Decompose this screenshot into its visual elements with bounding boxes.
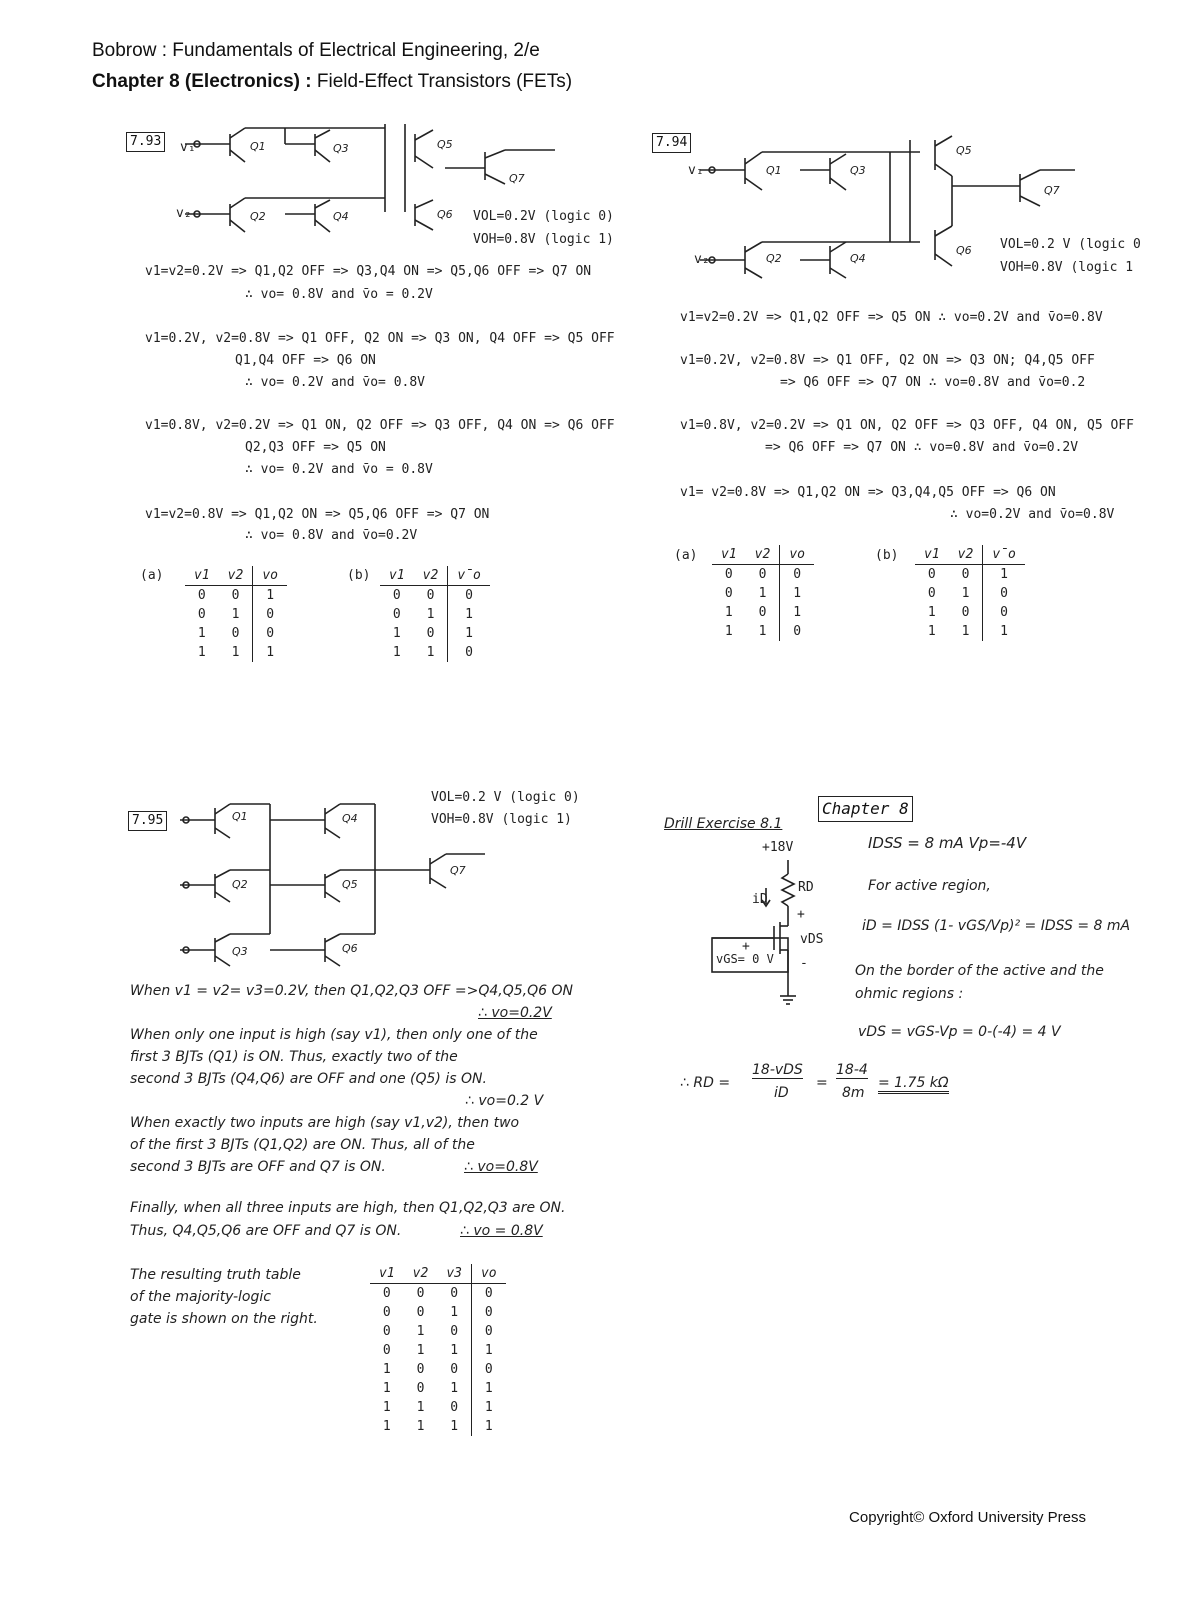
table-row: [712, 584, 814, 603]
drill-line-2: iD = IDSS (1- vGS/Vp)² = IDSS = 8 mA: [862, 918, 1131, 934]
table-cell: 0: [983, 584, 1025, 603]
svg-text:Q7: Q7: [1044, 184, 1060, 197]
svg-text:Q7: Q7: [450, 864, 466, 877]
drill-id-label: iD: [752, 892, 768, 907]
table-cell: 1: [780, 584, 814, 603]
p793-logic-1: VOH=0.8V (logic 1): [473, 232, 614, 247]
svg-text:Q2: Q2: [250, 210, 266, 223]
drill-result: = 1.75 kΩ: [878, 1075, 949, 1094]
drill-line-4: ohmic regions :: [855, 986, 964, 1002]
p795-line-2: When only one input is high (say v1), then only one of the: [130, 1027, 538, 1043]
table-cell: 1: [392, 645, 401, 660]
svg-text:Q5: Q5: [437, 138, 453, 151]
svg-text:Q3: Q3: [850, 164, 866, 177]
table-row: [915, 584, 1025, 603]
drill-vgs-label: vGS= 0 V: [716, 952, 774, 966]
problem-7-93-label: 7.93: [126, 132, 165, 152]
p794-line-3: v1=0.8V, v2=0.2V => Q1 ON, Q2 OFF => Q3 OFF, Q4 ON, Q5 OFF: [680, 418, 1134, 433]
p794-line-4: => Q6 OFF => Q7 ON ∴ vo=0.8V and v̄o=0.2V: [765, 440, 1079, 455]
p795-line-4: second 3 BJTs (Q4,Q6) are OFF and one (Q5) is ON.: [130, 1071, 487, 1087]
svg-text:Q1: Q1: [232, 810, 248, 823]
table-cell: 0: [392, 588, 401, 603]
drill-line-1: For active region,: [868, 878, 991, 894]
table-header-cell: v2: [949, 545, 983, 565]
drill-frac-1-num: 18-vDS: [752, 1062, 803, 1078]
p795-line-12: ∴ vo = 0.8V: [460, 1223, 543, 1239]
p793-line-6: Q2,Q3 OFF => Q5 ON: [245, 440, 386, 455]
p793-line-2: v1=0.2V, v2=0.8V => Q1 OFF, Q2 ON => Q3 ON, Q4 OFF => Q5 OFF: [145, 331, 615, 346]
table-header-row: [915, 545, 1025, 565]
problem-7-95-label: 7.95: [128, 811, 167, 831]
table-cell: 0: [724, 567, 733, 582]
table-header-cell: v2: [414, 566, 448, 586]
table-cell: 0: [758, 605, 767, 620]
svg-text:Q2: Q2: [232, 878, 248, 891]
p793-line-8: v1=v2=0.8V => Q1,Q2 ON => Q5,Q6 OFF => Q7 ON: [145, 507, 490, 522]
table-header-row: [185, 566, 287, 586]
table-cell: 0: [927, 586, 936, 601]
table-cell: 1: [961, 624, 970, 639]
drill-equals: =: [816, 1075, 828, 1091]
table-cell: 0: [471, 1303, 505, 1322]
chapter-title-bold: Chapter 8 (Electronics) :: [92, 71, 312, 92]
table-header-row: [370, 1264, 506, 1284]
p795-line-11: Thus, Q4,Q5,Q6 are OFF and Q7 is ON.: [130, 1223, 402, 1239]
p793-truth-table-a: [185, 566, 287, 662]
table-cell: 1: [231, 607, 240, 622]
drill-supply: +18V: [762, 840, 794, 855]
table-header-cell: v1: [370, 1264, 404, 1284]
v2-label-7-93: v₂: [176, 206, 192, 221]
table-cell: 1: [197, 645, 206, 660]
svg-text:Q5: Q5: [956, 144, 972, 157]
drill-plus-2: +: [742, 939, 750, 954]
table-cell: 1: [983, 622, 1025, 641]
table-cell: 0: [471, 1322, 505, 1341]
p794-line-6: ∴ vo=0.2V and v̄o=0.8V: [950, 507, 1115, 522]
p795-line-1: ∴ vo=0.2V: [478, 1005, 552, 1021]
table-cell: 1: [471, 1379, 505, 1398]
table-cell: 1: [471, 1341, 505, 1360]
table-cell: 0: [416, 1381, 425, 1396]
p795-line-7: of the first 3 BJTs (Q1,Q2) are ON. Thus, all of the: [130, 1137, 475, 1153]
p795-truth-table: [370, 1264, 506, 1436]
table-row: [380, 605, 490, 624]
table-cell: 0: [253, 624, 287, 643]
chapter-title-rest: Field-Effect Transistors (FETs): [311, 71, 573, 92]
p793-line-5: v1=0.8V, v2=0.2V => Q1 ON, Q2 OFF => Q3 OFF, Q4 ON => Q6 OFF: [145, 418, 615, 433]
table-cell: 1: [927, 605, 936, 620]
p795-line-6: When exactly two inputs are high (say v1,v2), then two: [130, 1115, 520, 1131]
table-cell: 1: [382, 1400, 391, 1415]
table-row: [370, 1322, 506, 1341]
p795-line-14: of the majority-logic: [130, 1289, 271, 1305]
p795-line-8: second 3 BJTs are OFF and Q7 is ON.: [130, 1159, 386, 1175]
table-header-cell: vo: [780, 545, 814, 565]
table-cell: 1: [426, 645, 435, 660]
table-cell: 1: [392, 626, 401, 641]
table-cell: 1: [758, 624, 767, 639]
svg-text:Q4: Q4: [333, 210, 349, 223]
table-cell: 0: [231, 588, 240, 603]
table-cell: 0: [450, 1324, 459, 1339]
table-header-cell: v1: [380, 566, 414, 586]
drill-circuit: [700, 860, 840, 1000]
table-cell: 0: [471, 1284, 505, 1304]
table-cell: 1: [426, 607, 435, 622]
table-row: [380, 643, 490, 662]
drill-frac-1-den: iD: [774, 1085, 789, 1101]
table-cell: 0: [382, 1343, 391, 1358]
table-cell: 1: [448, 624, 490, 643]
p795-line-15: gate is shown on the right.: [130, 1311, 318, 1327]
table-row: [370, 1360, 506, 1379]
p794-line-5: v1= v2=0.8V => Q1,Q2 ON => Q3,Q4,Q5 OFF => Q6 ON: [680, 485, 1056, 500]
table-cell: 1: [724, 624, 733, 639]
chapter-title: [92, 71, 572, 93]
table-header-cell: v1: [712, 545, 746, 565]
p794-table-b-label: (b): [875, 548, 899, 563]
table-cell: 0: [961, 567, 970, 582]
table-cell: 1: [780, 603, 814, 622]
table-cell: 0: [382, 1324, 391, 1339]
drill-line-5: vDS = vGS-Vp = 0-(-4) = 4 V: [858, 1024, 1061, 1040]
table-header-cell: v1: [915, 545, 949, 565]
table-cell: 0: [426, 588, 435, 603]
table-row: [185, 643, 287, 662]
table-cell: 1: [758, 586, 767, 601]
table-cell: 0: [724, 586, 733, 601]
table-cell: 0: [983, 603, 1025, 622]
table-cell: 1: [961, 586, 970, 601]
table-cell: 1: [382, 1362, 391, 1377]
table-cell: 0: [197, 588, 206, 603]
table-row: [915, 565, 1025, 585]
table-row: [915, 603, 1025, 622]
svg-text:Q6: Q6: [956, 244, 972, 257]
svg-text:Q3: Q3: [333, 142, 349, 155]
table-cell: 0: [231, 626, 240, 641]
table-row: [915, 622, 1025, 641]
table-row: [370, 1284, 506, 1304]
table-cell: 1: [416, 1400, 425, 1415]
p793-line-7: ∴ vo= 0.2V and v̄o = 0.8V: [245, 462, 433, 477]
table-row: [370, 1341, 506, 1360]
table-header-cell: vo: [253, 566, 287, 586]
p794-logic-1: VOH=0.8V (logic 1: [1000, 260, 1134, 275]
table-cell: 1: [450, 1419, 459, 1434]
svg-text:Q7: Q7: [509, 172, 525, 185]
drill-line-6: ∴ RD =: [680, 1075, 731, 1091]
table-cell: 0: [382, 1305, 391, 1320]
p795-line-3: first 3 BJTs (Q1) is ON. Thus, exactly two of the: [130, 1049, 458, 1065]
table-cell: 1: [416, 1419, 425, 1434]
table-header-cell: v2: [746, 545, 780, 565]
chapter-8-box: Chapter 8: [818, 796, 913, 822]
table-cell: 0: [426, 626, 435, 641]
table-row: [185, 624, 287, 643]
table-cell: 1: [927, 624, 936, 639]
table-cell: 0: [197, 607, 206, 622]
table-header-row: [380, 566, 490, 586]
table-cell: 0: [758, 567, 767, 582]
p793-line-1: ∴ vo= 0.8V and v̄o = 0.2V: [245, 287, 433, 302]
p794-logic-0: VOL=0.2 V (logic 0: [1000, 237, 1141, 252]
table-header-cell: v̄o: [983, 545, 1025, 565]
p793-line-4: ∴ vo= 0.2V and v̄o= 0.8V: [245, 375, 426, 390]
svg-text:Q4: Q4: [342, 812, 358, 825]
table-cell: 0: [450, 1286, 459, 1301]
table-cell: 1: [253, 643, 287, 662]
table-cell: 1: [471, 1398, 505, 1417]
table-cell: 1: [471, 1417, 505, 1436]
book-title: Bobrow : Fundamentals of Electrical Engineering, 2/e: [92, 40, 540, 61]
p794-truth-table-b: [915, 545, 1025, 641]
svg-text:Q3: Q3: [232, 945, 248, 958]
table-cell: 0: [392, 607, 401, 622]
p794-table-a-label: (a): [674, 548, 698, 563]
table-cell: 1: [983, 565, 1025, 585]
table-cell: 0: [382, 1286, 391, 1301]
drill-title: Drill Exercise 8.1: [664, 816, 783, 832]
table-cell: 1: [231, 645, 240, 660]
table-row: [380, 624, 490, 643]
p795-line-13: The resulting truth table: [130, 1267, 301, 1283]
table-row: [185, 605, 287, 624]
table-cell: 1: [416, 1343, 425, 1358]
table-cell: 0: [927, 567, 936, 582]
table-row: [370, 1398, 506, 1417]
svg-text:Q4: Q4: [850, 252, 866, 265]
table-row: [185, 586, 287, 606]
svg-text:Q2: Q2: [766, 252, 782, 265]
svg-text:Q6: Q6: [342, 942, 358, 955]
p794-line-0: v1=v2=0.2V => Q1,Q2 OFF => Q5 ON ∴ vo=0.2V and v̄o=0.8V: [680, 310, 1103, 325]
table-cell: 0: [450, 1362, 459, 1377]
v2-label-7-94: v₂: [694, 252, 710, 267]
p795-line-10: Finally, when all three inputs are high, then Q1,Q2,Q3 are ON.: [130, 1200, 566, 1216]
svg-text:Q1: Q1: [250, 140, 266, 153]
table-cell: 1: [253, 586, 287, 606]
table-cell: 0: [780, 565, 814, 585]
drill-vds-label: vDS: [800, 932, 824, 947]
p795-line-5: ∴ vo=0.2 V: [465, 1093, 544, 1109]
table-row: [370, 1417, 506, 1436]
table-cell: 0: [416, 1305, 425, 1320]
table-row: [712, 622, 814, 641]
svg-text:Q6: Q6: [437, 208, 453, 221]
table-cell: 0: [416, 1362, 425, 1377]
problem-7-94-label: 7.94: [652, 133, 691, 153]
table-row: [370, 1303, 506, 1322]
table-header-cell: v2: [219, 566, 253, 586]
drill-minus: -: [800, 956, 808, 971]
p793-line-3: Q1,Q4 OFF => Q6 ON: [235, 353, 376, 368]
svg-text:Q5: Q5: [342, 878, 358, 891]
table-row: [370, 1379, 506, 1398]
table-cell: 0: [780, 622, 814, 641]
table-cell: 1: [450, 1381, 459, 1396]
table-cell: 1: [724, 605, 733, 620]
table-cell: 1: [382, 1419, 391, 1434]
p794-truth-table-a: [712, 545, 814, 641]
table-cell: 0: [471, 1360, 505, 1379]
table-cell: 1: [382, 1381, 391, 1396]
table-cell: 0: [448, 643, 490, 662]
table-header-cell: v2: [404, 1264, 438, 1284]
p794-line-2: => Q6 OFF => Q7 ON ∴ vo=0.8V and v̄o=0.2: [780, 375, 1086, 390]
table-row: [712, 565, 814, 585]
table-header-cell: v̄o: [448, 566, 490, 586]
p795-logic-0: VOL=0.2 V (logic 0): [431, 790, 580, 805]
table-cell: 0: [450, 1400, 459, 1415]
table-header-row: [712, 545, 814, 565]
table-row: [380, 586, 490, 606]
table-cell: 1: [450, 1305, 459, 1320]
p793-table-a-label: (a): [140, 568, 164, 583]
table-cell: 1: [416, 1324, 425, 1339]
table-cell: 0: [448, 586, 490, 606]
drill-frac-2-num: 18-4: [836, 1062, 868, 1078]
p793-line-9: ∴ vo= 0.8V and v̄o=0.2V: [245, 528, 418, 543]
table-cell: 1: [197, 626, 206, 641]
drill-plus: +: [797, 907, 805, 922]
copyright-footer: Copyright© Oxford University Press: [849, 1509, 1086, 1526]
p793-line-0: v1=v2=0.2V => Q1,Q2 OFF => Q3,Q4 ON => Q5,Q6 OFF => Q7 ON: [145, 264, 592, 279]
p793-truth-table-b: [380, 566, 490, 662]
table-row: [712, 603, 814, 622]
table-header-cell: v3: [437, 1264, 471, 1284]
table-cell: 0: [416, 1286, 425, 1301]
p795-line-9: ∴ vo=0.8V: [464, 1159, 538, 1175]
v1-label-7-94: v₁: [688, 163, 704, 178]
drill-line-3: On the border of the active and the: [855, 963, 1104, 979]
p793-table-b-label: (b): [347, 568, 371, 583]
p795-logic-1: VOH=0.8V (logic 1): [431, 812, 572, 827]
drill-rd-label: RD: [798, 880, 814, 895]
table-cell: 1: [450, 1343, 459, 1358]
v1-label-7-93: v₁: [180, 140, 196, 155]
drill-frac-2-den: 8m: [842, 1085, 865, 1101]
table-cell: 0: [961, 605, 970, 620]
table-cell: 0: [253, 605, 287, 624]
p794-line-1: v1=0.2V, v2=0.8V => Q1 OFF, Q2 ON => Q3 ON; Q4,Q5 OFF: [680, 353, 1095, 368]
table-header-cell: v1: [185, 566, 219, 586]
drill-line-0: IDSS = 8 mA Vp=-4V: [868, 834, 1027, 852]
p795-line-0: When v1 = v2= v3=0.2V, then Q1,Q2,Q3 OFF =>Q4,Q5,Q6 ON: [130, 983, 573, 999]
svg-text:Q1: Q1: [766, 164, 782, 177]
table-cell: 1: [448, 605, 490, 624]
circuit-7-94: [690, 130, 1140, 280]
table-header-cell: vo: [471, 1264, 505, 1284]
p793-logic-0: VOL=0.2V (logic 0): [473, 209, 614, 224]
